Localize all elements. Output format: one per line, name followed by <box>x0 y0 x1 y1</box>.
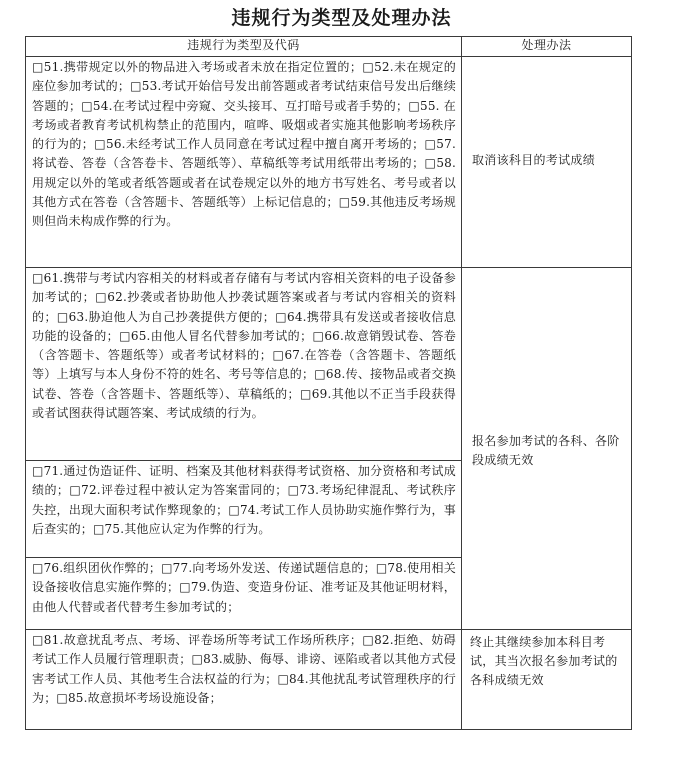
penalty-cancel-subject: 取消该科目的考试成绩 <box>472 153 596 167</box>
violations-cell <box>26 558 462 630</box>
header-penalty: 处理办法 <box>462 37 632 57</box>
violations-81-85: □81.故意扰乱考点、考场、评卷场所等考试工作场所秩序；□82.拒绝、妨碍考试工作人员履行管理职责；□83.威胁、侮辱、诽谤、诬陷或者以其他方式侵害考试工作人员、其他考生合法权益的行为；□84.其他扰乱考试管理秩序的行为；□85.故意损坏考场设施设备； <box>32 633 456 705</box>
violations-cell <box>26 461 462 558</box>
penalty-cell <box>462 57 632 268</box>
page-title: 违规行为类型及处理办法 <box>231 7 452 29</box>
table-row <box>26 268 632 461</box>
table-row <box>26 630 632 730</box>
penalty-void-all: 报名参加考试的各科、各阶段成绩无效 <box>472 434 620 467</box>
penalty-cell <box>462 268 632 630</box>
penalty-cell <box>462 630 632 730</box>
header-violations: 违规行为类型及代码 <box>26 37 462 57</box>
violations-cell <box>26 268 462 461</box>
table-header-row <box>26 37 632 57</box>
penalty-terminate: 终止其继续参加本科目考试，其当次报名参加考试的各科成绩无效 <box>470 635 618 687</box>
violations-table <box>25 36 632 730</box>
violations-71-75: □71.通过伪造证件、证明、档案及其他材料获得考试资格、加分资格和考试成绩的；□72.评卷过程中被认定为答案雷同的；□73.考场纪律混乱、考试秩序失控，出现大面积考试作弊现象的；□74.考试工作人员协助实施作弊行为，事后查实的；□75.其他应认定为作弊的行为。 <box>32 464 456 536</box>
violations-51-59: □51.携带规定以外的物品进入考场或者未放在指定位置的；□52.未在规定的座位参加考试的；□53.考试开始信号发出前答题或者考试结束信号发出后继续答题的；□54.在考试过程中旁窥、交头接耳、互打暗号或者手势的；□55. 在考场或者教育考试机构禁止的范围内，喧哗、吸烟或者实施其他影响考场秩序的行为的；□56.未经考试工作人员同意在考试过程中擅自离开考场的；□57.将试卷、答卷（含答卷卡、答题纸等）、草稿纸等考试用纸带出考场的；□58.用规定以外的笔或者纸答题或者在试卷规定以外的地方书写姓名、考号或者以其他方式在答卷（含答题卡、答题纸等）上标记信息的；□59.其他违反考场规则但尚未构成作弊的行为。 <box>32 60 456 229</box>
violations-cell <box>26 57 462 268</box>
violations-cell <box>26 630 462 730</box>
table-row <box>26 57 632 268</box>
violations-61-69: □61.携带与考试内容相关的材料或者存储有与考试内容相关资料的电子设备参加考试的；□62.抄袭或者协助他人抄袭试题答案或者与考试内容相关的资料的；□63.胁迫他人为自己抄袭提供方便的；□64.携带具有发送或者接收信息功能的设备的；□65.由他人冒名代替参加考试的；□66.故意销毁试卷、答卷（含答题卡、答题纸等）或者考试材料的；□67.在答卷（含答题卡、答题纸等）上填写与本人身份不符的姓名、考号等信息的；□68.传、接物品或者交换试卷、答卷（含答题卡、答题纸等）、草稿纸的；□69.其他以不正当手段获得或者试图获得试题答案、考试成绩的行为。 <box>32 271 456 421</box>
violations-76-79: □76.组织团伙作弊的；□77.向考场外发送、传递试题信息的；□78.使用相关设备接收信息实施作弊的；□79.伪造、变造身份证、准考证及其他证明材料，由他人代替或者代替考生参加考试的； <box>32 561 456 614</box>
